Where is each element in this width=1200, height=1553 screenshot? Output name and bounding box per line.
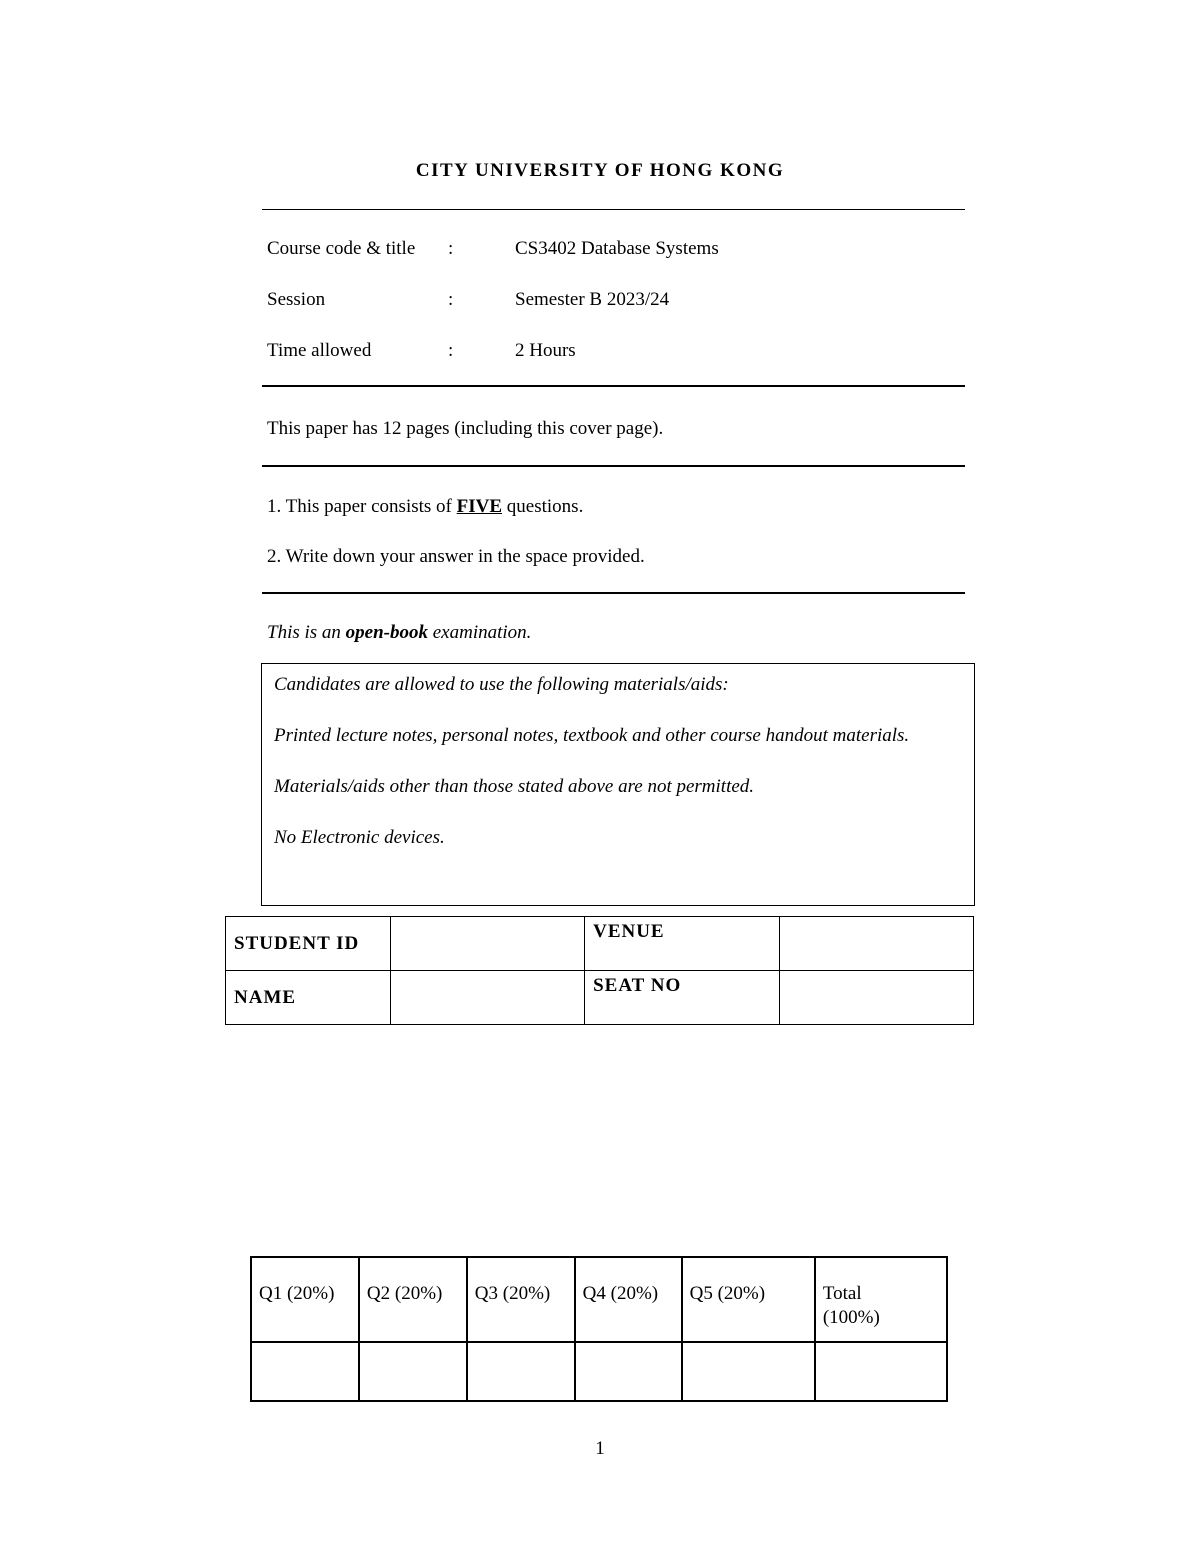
meta-value-session: Semester B 2023/24 [515,289,670,310]
name-label: NAME [226,971,391,1025]
university-title: CITY UNIVERSITY OF HONG KONG [415,160,785,181]
marks-header-q4: Q4 (20%) [575,1257,682,1342]
student-id-label: STUDENT ID [226,917,391,971]
aids-line-3: Materials/aids other than those stated above are not permitted. [274,776,755,797]
marks-header-q5: Q5 (20%) [682,1257,815,1342]
divider-instructions [262,592,965,594]
marks-cell-q3[interactable] [467,1342,575,1401]
aids-line-2: Printed lecture notes, personal notes, textbook and other course handout materials. [274,725,910,746]
marks-header-total-text: Total (100%) [822,1283,880,1328]
marks-cell-q2[interactable] [359,1342,467,1401]
divider-pages [262,465,965,467]
instruction-1 [267,495,583,519]
venue-label: VENUE [585,917,780,971]
seat-no-field[interactable] [779,971,973,1025]
meta-colon-time: : [448,340,454,361]
marks-cell-q1[interactable] [251,1342,359,1401]
permitted-aids-box [261,663,975,906]
venue-field[interactable] [779,917,973,971]
exam-type-suffix: examination. [428,622,532,643]
page-number: 1 [595,1438,605,1459]
exam-type-emphasis: open-book [345,622,428,643]
meta-label-course: Course code & title [267,238,416,259]
divider-meta [262,385,965,387]
marks-header-q3: Q3 (20%) [467,1257,575,1342]
meta-colon-session: : [448,289,454,310]
marks-cell-total[interactable] [815,1342,947,1401]
marks-table [250,1256,948,1402]
marks-cell-q5[interactable] [682,1342,815,1401]
meta-value-time: 2 Hours [515,340,576,361]
instruction-1-prefix: 1. This paper consists of [267,496,457,517]
divider-top [262,209,965,210]
meta-label-time: Time allowed [267,340,372,361]
pages-note: This paper has 12 pages (including this cover page). [267,418,664,439]
marks-header-q1: Q1 (20%) [251,1257,359,1342]
instruction-2: 2. Write down your answer in the space provided. [267,546,645,567]
exam-type-note [267,621,531,645]
exam-type-prefix: This is an [267,622,346,643]
marks-cell-q4[interactable] [575,1342,682,1401]
marks-header-q2: Q2 (20%) [359,1257,467,1342]
instruction-1-emphasis: FIVE [456,496,503,517]
seat-no-label: SEAT NO [585,971,780,1025]
meta-label-session: Session [267,289,326,310]
name-field[interactable] [390,971,584,1025]
instruction-1-suffix: questions. [502,496,584,517]
student-id-field[interactable] [390,917,584,971]
meta-value-course: CS3402 Database Systems [515,238,719,259]
meta-colon-course: : [448,238,454,259]
marks-header-total [815,1257,947,1342]
aids-line-4: No Electronic devices. [274,827,445,848]
aids-line-1: Candidates are allowed to use the following materials/aids: [274,674,729,695]
student-info-table [225,916,974,1025]
